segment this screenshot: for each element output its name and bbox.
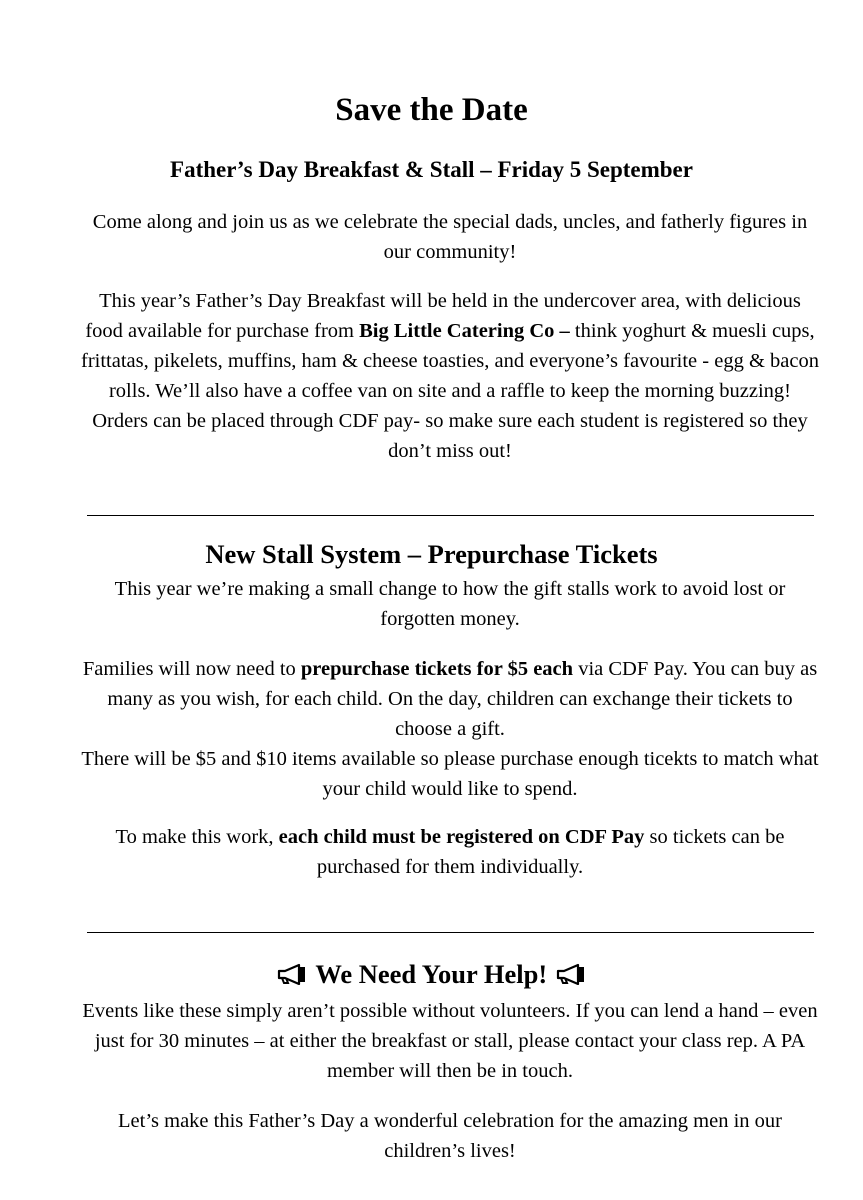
stall-intro-paragraph: This year we’re making a small change to how the gift stalls work to avoid lost or forgotten money. — [114, 578, 786, 630]
stall-p3-after: so tickets can be purchased for them individually. — [316, 826, 785, 878]
stall-p2-after: via CDF Pay. You can buy as many as you wish, for each child. On the day, children can exchange their tickets to choose a gift. — [107, 658, 818, 740]
stall-heading: New Stall System – Prepurchase Tickets — [205, 539, 658, 569]
help-heading-text: We Need Your Help! — [315, 959, 548, 989]
intro-paragraph: Come along and join us as we celebrate the special dads, uncles, and fatherly figures in our community! — [92, 211, 808, 263]
megaphone-icon — [275, 963, 309, 985]
stall-items-text: There will be $5 and $10 items available so please purchase enough ticekts to match what your child would like to spend. — [81, 748, 819, 800]
closing-paragraph: Let’s make this Father’s Day a wonderful celebration for the amazing men in our children’s lives! — [118, 1110, 782, 1162]
section-divider — [87, 932, 814, 933]
registration-requirement: each child must be registered on CDF Pay — [278, 826, 645, 848]
ticket-price-text: prepurchase tickets for $5 each — [300, 658, 574, 680]
event-subtitle: Father’s Day Breakfast & Stall – Friday 5 September — [170, 157, 693, 182]
stall-p2-before: Families will now need to — [82, 658, 301, 680]
breakfast-text-after: think yoghurt & muesli cups, frittatas, pikelets, muffins, ham & cheese toasties, and everyone’s favourite - egg & bacon rolls. We’ll also have a coffee van on site and a raffle to keep the morning buzzing! Orders can be placed through CDF pay- so make sure each student is registered so they don’t miss out! — [81, 320, 819, 462]
page-title: Save the Date — [335, 92, 528, 128]
stall-p3-before: To make this work, — [115, 826, 279, 848]
breakfast-text-before: This year’s Father’s Day Breakfast will be held in the undercover area, with delicious food available for purchase from — [85, 290, 801, 342]
volunteer-paragraph: Events like these simply aren’t possible without volunteers. If you can lend a hand – even just for 30 minutes – at either the breakfast or stall, please contact your class rep. A PA member will then be in touch. — [82, 1000, 818, 1082]
stall-tickets-paragraph — [80, 654, 820, 804]
help-heading — [0, 957, 863, 991]
caterer-name: Big Little Catering Co – — [359, 320, 570, 342]
megaphone-icon — [554, 963, 588, 985]
section-divider — [87, 515, 814, 516]
breakfast-paragraph — [80, 286, 820, 466]
stall-registration-paragraph — [80, 822, 820, 882]
